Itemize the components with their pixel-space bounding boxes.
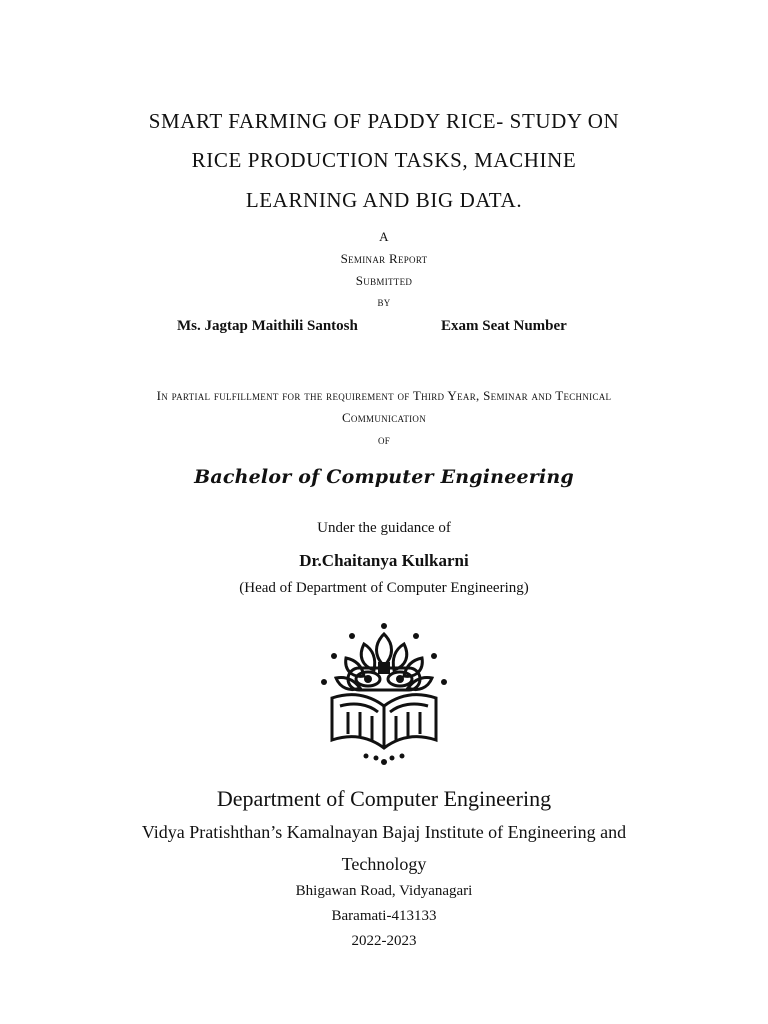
fulfillment-line-2: Communication	[341, 410, 427, 425]
institute-address: Bhigawan Road, Vidyanagari	[295, 883, 473, 899]
guidance-intro: Under the guidance of	[317, 520, 451, 536]
institute-city: Baramati-413133	[331, 908, 437, 924]
student-row	[0, 318, 768, 340]
student-name: Ms. Jagtap Maithili Santosh	[177, 318, 358, 334]
report-a: A	[379, 229, 389, 244]
report-submitted: Submitted	[355, 273, 413, 288]
title-line-2: RICE PRODUCTION TASKS, MACHINE	[191, 148, 577, 172]
title-line-1: SMART FARMING OF PADDY RICE- STUDY ON	[148, 109, 620, 133]
title-line-3: LEARNING AND BIG DATA.	[245, 188, 523, 212]
academic-year: 2022-2023	[351, 933, 417, 949]
fulfillment-line-1: In partial fulfillment for the requirement of Third Year, Seminar and Technical	[156, 388, 612, 403]
report-type: Seminar Report	[340, 251, 428, 266]
institute-name-line-2: Technology	[341, 854, 427, 874]
guide-role: (Head of Department of Computer Engineering)	[239, 580, 529, 596]
exam-seat-number-label: Exam Seat Number	[441, 318, 567, 334]
guide-name: Dr.Chaitanya Kulkarni	[299, 551, 469, 570]
fulfillment-of: of	[377, 432, 391, 447]
institute-emblem-icon	[318, 620, 450, 766]
institute-name-line-1: Vidya Pratishthan’s Kamalnayan Bajaj Institute of Engineering and	[141, 822, 627, 842]
department-name: Department of Computer Engineering	[216, 786, 552, 811]
report-by: by	[377, 294, 391, 309]
degree-name: Bachelor of Computer Engineering	[194, 466, 574, 488]
